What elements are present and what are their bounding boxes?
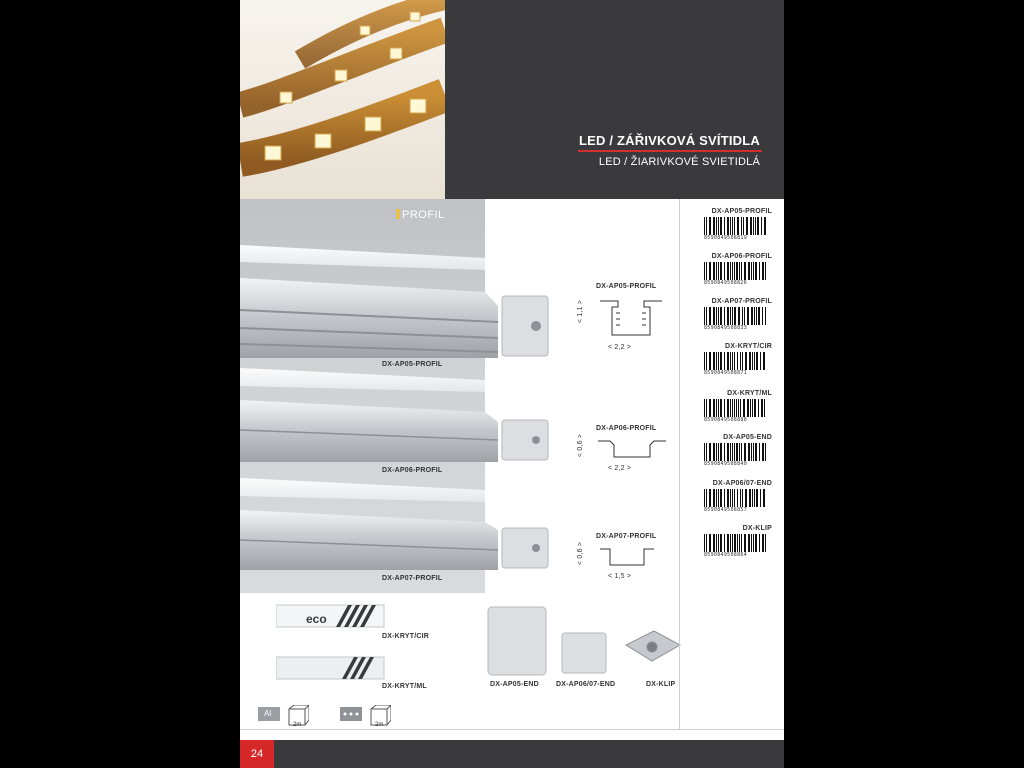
profile-cross-section [592, 435, 672, 461]
length-label: 2m [293, 722, 302, 728]
barcode-item [692, 253, 772, 286]
profile-label: DX-AP06-PROFIL [382, 467, 443, 474]
led-strip-photo [240, 0, 445, 199]
end-caps-illustration [498, 290, 558, 570]
barcode-number: 8590849508871 [704, 370, 748, 376]
cover-label: DX-KRYT/CIR [382, 633, 430, 640]
barcode-item [692, 208, 772, 241]
svg-text:eco: eco [306, 612, 327, 626]
length-icon [367, 705, 391, 728]
barcode-title: DX-AP07-PROFIL [711, 298, 772, 305]
profile-cross-section [592, 543, 672, 569]
accessory-label: DX-KLIP [646, 681, 676, 688]
dimension-height: < 1,1 > [577, 299, 585, 324]
dimension-width: < 2,2 > [608, 344, 632, 351]
material-label: Al [264, 709, 272, 718]
barcode-item [692, 480, 772, 513]
barcode-title: DX-AP06-PROFIL [711, 253, 772, 260]
barcode-bars [704, 307, 766, 325]
barcode-bars [704, 217, 766, 235]
diagram-title: DX-AP05-PROFIL [596, 283, 657, 290]
barcode-bars [704, 262, 766, 280]
page-subtitle: LED / ŽIARIVKOVÉ SVIETIDLÁ [598, 156, 760, 168]
barcode-number: 8590849508819 [704, 235, 748, 241]
accessory-label: DX-AP05-END [490, 681, 539, 688]
dimension-width: < 1,5 > [608, 573, 632, 580]
barcode-title: DX-KRYT/ML [727, 390, 772, 397]
barcode-bars [704, 352, 766, 370]
cover-label: DX-KRYT/ML [382, 683, 427, 690]
catalog-page [240, 0, 784, 768]
barcode-number: 8590849508857 [704, 507, 748, 513]
material-icon [258, 705, 280, 725]
footer-divider [240, 729, 784, 730]
diagram-title: DX-AP07-PROFIL [596, 533, 657, 540]
page-number: 24 [240, 740, 274, 768]
cover-ml-image [276, 655, 386, 681]
length-icon [285, 705, 309, 728]
barcode-number: 8590849508840 [704, 461, 748, 467]
accessories-illustration [484, 605, 684, 677]
profile-label: DX-AP07-PROFIL [382, 575, 443, 582]
barcode-item [692, 525, 772, 558]
section-tag-label: PROFIL [402, 209, 445, 221]
barcode-title: DX-KRYT/CIR [724, 343, 772, 350]
barcode-title: DX-AP05-PROFIL [711, 208, 772, 215]
barcode-number: 8590849508888 [704, 417, 748, 423]
barcode-title: DX-AP05-END [723, 434, 772, 441]
page-title: LED / ZÁŘIVKOVÁ SVÍTIDLA [578, 133, 760, 148]
barcode-bars [704, 443, 766, 461]
tag-marker [396, 209, 400, 219]
led-strip-image [240, 0, 445, 199]
barcode-bars [704, 399, 766, 417]
barcode-item [692, 343, 772, 376]
barcode-title: DX-AP06/07-END [712, 480, 772, 487]
barcode-title: DX-KLIP [742, 525, 772, 532]
barcode-bars [704, 534, 766, 552]
length-label: 2m [375, 722, 384, 728]
diffuser-icon [340, 705, 362, 725]
barcode-item [692, 298, 772, 331]
barcode-item [692, 390, 772, 423]
section-tag [396, 209, 445, 221]
dimension-width: < 2,2 > [608, 465, 632, 472]
accessory-label: DX-AP06/07-END [556, 681, 616, 688]
barcode-bars [704, 489, 766, 507]
title-underline [578, 150, 762, 152]
profile-cross-section [592, 293, 672, 343]
column-divider [679, 199, 680, 729]
barcode-item [692, 434, 772, 467]
barcode-number: 8590849508833 [704, 325, 748, 331]
dimension-height: < 0,6 > [577, 541, 585, 566]
header-band [445, 0, 784, 199]
barcode-number: 8590849508864 [704, 552, 748, 558]
cover-cir-image [276, 603, 386, 631]
barcode-number: 8590849508826 [704, 280, 748, 286]
profiles-illustration [240, 240, 500, 600]
dimension-height: < 0,6 > [577, 433, 585, 458]
profile-label: DX-AP05-PROFIL [382, 361, 443, 368]
diagram-title: DX-AP06-PROFIL [596, 425, 657, 432]
footer-bar [240, 740, 784, 768]
